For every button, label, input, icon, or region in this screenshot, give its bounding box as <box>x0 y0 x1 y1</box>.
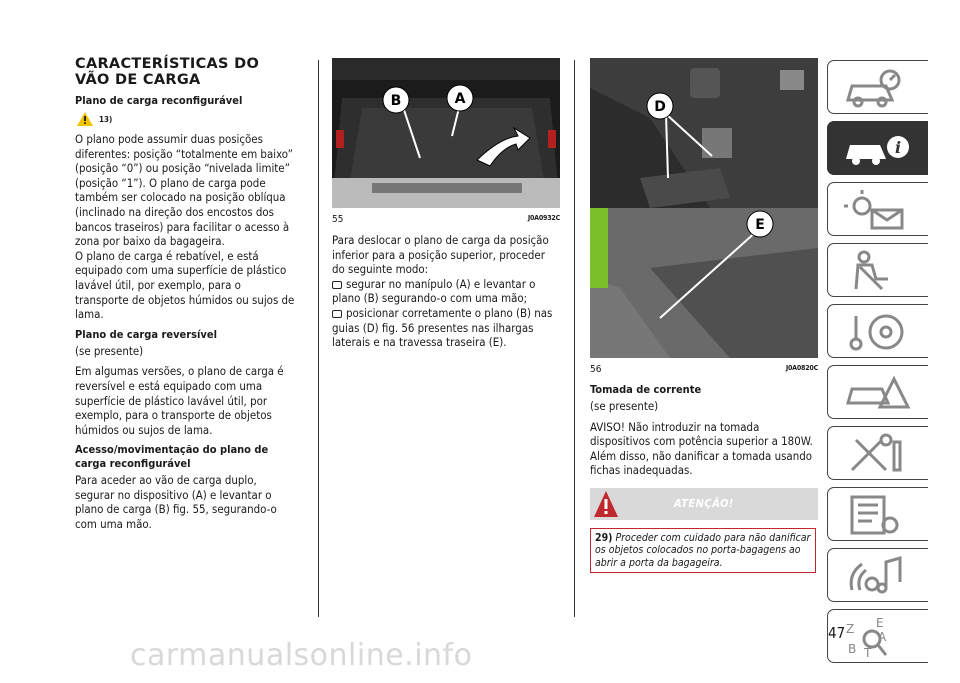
bullet-item: segurar no manípulo (A) e levantar o plano (B) segurando-o com uma mão; <box>332 276 536 306</box>
figure-number: 55 <box>332 214 344 225</box>
attention-number: 29) <box>595 531 613 544</box>
label-d: D <box>654 99 666 115</box>
chapter-tabs <box>827 60 929 670</box>
tab-multimedia[interactable] <box>827 548 928 602</box>
maintenance-icon <box>842 432 912 476</box>
subheading-reversible: Plano de carga reversível <box>75 327 217 341</box>
tab-maintenance[interactable] <box>827 426 928 480</box>
svg-text:i: i <box>894 138 902 157</box>
cargo-floor-photo <box>332 58 560 208</box>
driving-icon <box>842 310 912 354</box>
bullet-item: posicionar corretamente o plano (B) nas guias (D) fig. 56 presentes nas ilhargas laterais e na travessa traseira (E). <box>332 305 553 350</box>
watermark: carmanualsonline.info <box>130 638 473 673</box>
column-divider <box>574 60 575 617</box>
attention-text: Proceder com cuidado para não danificar os objetos colocados no porta-bagagens ao abrir a porta da bagageira. <box>595 531 811 569</box>
multimedia-icon <box>842 554 912 598</box>
figure-caption <box>332 214 560 225</box>
warning-triangle-icon <box>77 112 93 126</box>
section-title: CARACTERÍSTICAS DO VÃO DE CARGA <box>75 56 260 88</box>
svg-text:Z: Z <box>846 622 855 636</box>
paragraph: O plano de carga é rebatível, e está equipado com uma superfície de plástico lavável útil, por exemplo, para o transporte de objetos húmidos ou sujos de lama. <box>75 248 295 322</box>
svg-text:A: A <box>878 630 887 644</box>
svg-text:T: T <box>864 646 872 659</box>
bullet-icon <box>332 281 342 289</box>
figure-55 <box>332 58 560 225</box>
paragraph: (se presente) <box>590 399 659 413</box>
tab-seat-safety[interactable] <box>827 243 928 297</box>
tab-specs[interactable] <box>827 487 928 541</box>
subheading-access: Acesso/movimentação do plano de carga reconfigurável <box>75 443 269 471</box>
tab-car-info[interactable] <box>827 121 928 175</box>
subheading-power-socket: Tomada de corrente <box>590 383 702 396</box>
warning-reference <box>77 112 297 126</box>
subheading-reconfigurable: Plano de carga reconfigurável <box>75 94 243 107</box>
column-1 <box>75 56 297 532</box>
cargo-guides-photo <box>590 58 818 358</box>
tab-emergency[interactable] <box>827 365 928 419</box>
label-b: B <box>390 93 402 109</box>
tab-dashboard[interactable] <box>827 60 928 114</box>
label-a: A <box>454 91 466 107</box>
attention-title: ATENÇÃO! <box>674 496 734 510</box>
warning-ref-number: 13) <box>99 114 113 124</box>
tab-warning-lights[interactable] <box>827 182 928 236</box>
paragraph: (se presente) <box>75 343 144 358</box>
paragraph: Em algumas versões, o plano de carga é reversível e está equipado com uma superfície de plástico lavável útil, por exemplo, para o transporte de objetos húmidos ou sujos de lama. <box>75 364 284 437</box>
warning-lights-icon <box>842 188 912 232</box>
svg-text:E: E <box>876 616 884 630</box>
label-e: E <box>755 217 765 233</box>
figure-code: J0A0820C <box>785 364 818 372</box>
index-icon <box>842 615 912 659</box>
emergency-icon <box>842 371 912 415</box>
tab-driving[interactable] <box>827 304 928 358</box>
figure-code: J0A0932C <box>527 214 560 222</box>
attention-header <box>590 488 818 520</box>
seat-safety-icon <box>842 249 912 293</box>
attention-box <box>590 528 816 573</box>
figure-56 <box>590 58 818 375</box>
specs-icon <box>842 493 912 537</box>
paragraph: Para deslocar o plano de carga da posição inferior para a posição superior, proceder do seguinte modo: <box>332 233 549 277</box>
car-info-icon <box>842 127 912 171</box>
figure-number: 56 <box>590 364 602 375</box>
column-2 <box>332 58 560 350</box>
paragraph: O plano pode assumir duas posições diferentes: posição “totalmente em baixo” (posição “0”) ou posição “nivelada limite” (posição “1”). O plano de carga pode também ser colocado na posição oblíqua (inclinado na direção dos encostos dos bancos traseiros) para facilitar o acesso à zona por baixo da bagageira. <box>75 132 293 249</box>
column-divider <box>318 60 319 617</box>
svg-text:B: B <box>848 642 857 656</box>
dashboard-icon <box>842 66 912 110</box>
paragraph: AVISO! Não introduzir na tomada dispositivos com potência superior a 180W. Além disso, não danificar a tomada usando fichas inadequadas. <box>590 419 813 478</box>
paragraph: Para aceder ao vão de carga duplo, segurar no dispositivo (A) e levantar o plano de carga (B) fig. 55, segurando-o com uma mão. <box>75 473 277 532</box>
column-3 <box>590 58 818 573</box>
page-number: 47 <box>828 624 846 642</box>
figure-caption <box>590 364 818 375</box>
bullet-icon <box>332 310 342 318</box>
